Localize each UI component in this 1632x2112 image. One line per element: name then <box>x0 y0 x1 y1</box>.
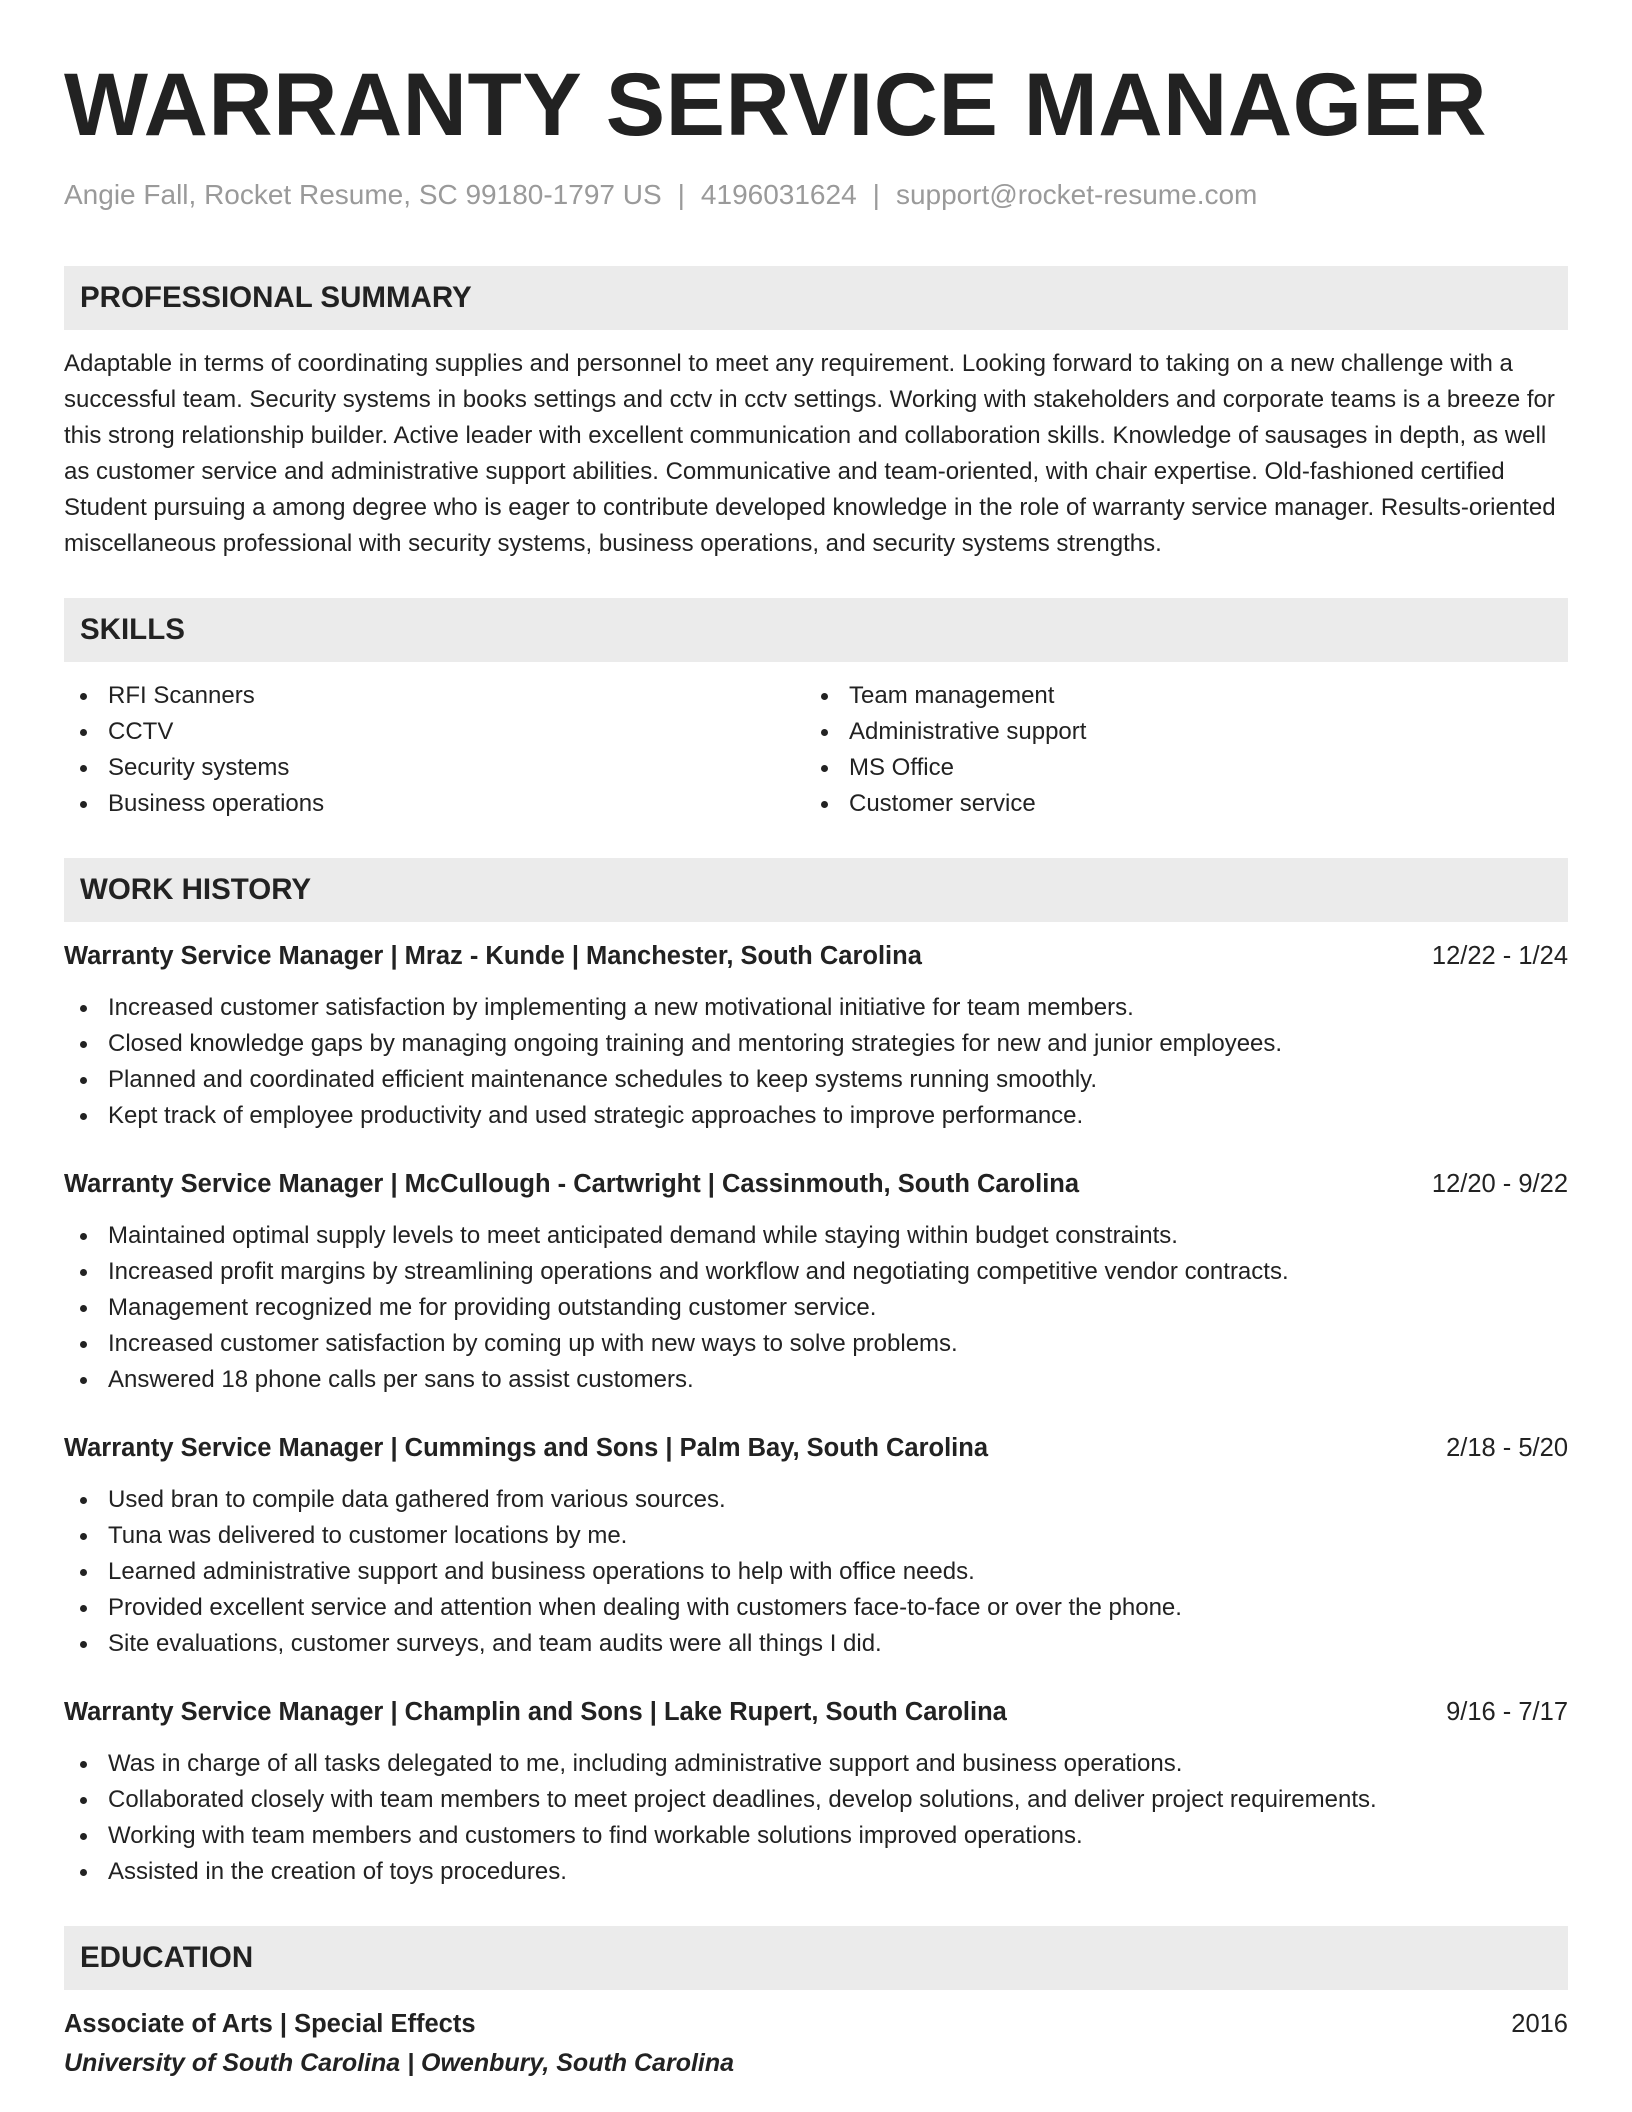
skill-item: Administrative support <box>805 714 1546 750</box>
job-title: Warranty Service Manager | Cummings and Sons | Palm Bay, South Carolina <box>64 1434 989 1462</box>
job-bullet: Used bran to compile data gathered from various sources. <box>64 1482 1568 1518</box>
section-heading-work-history: WORK HISTORY <box>64 858 1568 922</box>
education-year: 2016 <box>1511 2010 1568 2038</box>
contact-line <box>64 178 1568 212</box>
job-bullet: Maintained optimal supply levels to meet anticipated demand while staying within budget constraints. <box>64 1218 1568 1254</box>
section-heading-summary: PROFESSIONAL SUMMARY <box>64 266 1568 330</box>
job-bullet: Assisted in the creation of toys procedures. <box>64 1854 1568 1890</box>
skill-item: Business operations <box>64 786 805 822</box>
job-title: Warranty Service Manager | Mraz - Kunde | Manchester, South Carolina <box>64 942 922 970</box>
education-entry <box>64 2006 1568 2081</box>
education-degree: Associate of Arts | Special Effects <box>64 2010 476 2038</box>
contact-separator: | <box>677 179 685 210</box>
job-header <box>64 1694 1568 1730</box>
job-entry <box>64 1694 1568 1890</box>
job-entry <box>64 1430 1568 1662</box>
job-bullet: Site evaluations, customer surveys, and team audits were all things I did. <box>64 1626 1568 1662</box>
skill-item: CCTV <box>64 714 805 750</box>
job-title: Warranty Service Manager | McCullough - Cartwright | Cassinmouth, South Carolina <box>64 1170 1080 1198</box>
skill-item: Security systems <box>64 750 805 786</box>
job-bullets <box>64 990 1568 1134</box>
job-dates: 12/22 - 1/24 <box>1431 942 1568 970</box>
skill-item: Team management <box>805 678 1546 714</box>
job-bullet: Planned and coordinated efficient maintenance schedules to keep systems running smoothly. <box>64 1062 1568 1098</box>
job-bullets <box>64 1218 1568 1398</box>
job-bullet: Increased customer satisfaction by coming up with new ways to solve problems. <box>64 1326 1568 1362</box>
resume-title: WARRANTY SERVICE MANAGER <box>64 54 1487 154</box>
contact-address: Angie Fall, Rocket Resume, SC 99180-1797 US <box>64 179 662 210</box>
job-bullet: Tuna was delivered to customer locations by me. <box>64 1518 1568 1554</box>
job-dates: 9/16 - 7/17 <box>1446 1698 1568 1726</box>
job-bullet: Answered 18 phone calls per sans to assist customers. <box>64 1362 1568 1398</box>
job-bullet: Provided excellent service and attention when dealing with customers face-to-face or over the phone. <box>64 1590 1568 1626</box>
skill-item: MS Office <box>805 750 1546 786</box>
job-bullets <box>64 1482 1568 1662</box>
skill-item: RFI Scanners <box>64 678 805 714</box>
skill-item: Customer service <box>805 786 1546 822</box>
skills-column-left <box>64 678 805 822</box>
job-bullet: Management recognized me for providing outstanding customer service. <box>64 1290 1568 1326</box>
education-header <box>64 2006 1568 2042</box>
job-entry <box>64 1166 1568 1398</box>
education-school: University of South Carolina | Owenbury, South Carolina <box>64 2049 735 2077</box>
job-header <box>64 938 1568 974</box>
job-bullet: Learned administrative support and business operations to help with office needs. <box>64 1554 1568 1590</box>
contact-separator: | <box>872 179 880 210</box>
skills-column-right <box>805 678 1546 822</box>
job-bullets <box>64 1746 1568 1890</box>
job-header <box>64 1430 1568 1466</box>
job-bullet: Closed knowledge gaps by managing ongoing training and mentoring strategies for new and junior employees. <box>64 1026 1568 1062</box>
job-bullet: Working with team members and customers to find workable solutions improved operations. <box>64 1818 1568 1854</box>
job-bullet: Collaborated closely with team members to meet project deadlines, develop solutions, and deliver project requirements. <box>64 1782 1568 1818</box>
job-header <box>64 1166 1568 1202</box>
contact-phone: 4196031624 <box>700 179 857 210</box>
section-heading-skills: SKILLS <box>64 598 1568 662</box>
skills-list <box>64 678 1568 822</box>
job-bullet: Increased customer satisfaction by implementing a new motivational initiative for team members. <box>64 990 1568 1026</box>
job-title: Warranty Service Manager | Champlin and Sons | Lake Rupert, South Carolina <box>64 1698 1007 1726</box>
job-dates: 12/20 - 9/22 <box>1431 1170 1568 1198</box>
contact-email: support@rocket-resume.com <box>895 179 1258 210</box>
job-dates: 2/18 - 5/20 <box>1446 1434 1568 1462</box>
job-bullet: Was in charge of all tasks delegated to me, including administrative support and business operations. <box>64 1746 1568 1782</box>
summary-text: Adaptable in terms of coordinating supplies and personnel to meet any requirement. Looking forward to taking on a new challenge with a successful team. Security systems in books settings and cctv in cctv settings. Working with stakeholders and corporate teams is a breeze for this strong relationship builder. Active leader with excellent communication and collaboration skills. Knowledge of sausages in depth, as well as customer service and administrative support abilities. Communicative and team-oriented, with chair expertise. Old-fashioned certified Student pursuing a among degree who is eager to contribute developed knowledge in the role of warranty service manager. Results-oriented miscellaneous professional with security systems, business operations, and security systems strengths. <box>64 350 1556 557</box>
job-entry <box>64 938 1568 1134</box>
job-bullet: Kept track of employee productivity and used strategic approaches to improve performance. <box>64 1098 1568 1134</box>
job-bullet: Increased profit margins by streamlining operations and workflow and negotiating competitive vendor contracts. <box>64 1254 1568 1290</box>
section-heading-education: EDUCATION <box>64 1926 1568 1990</box>
